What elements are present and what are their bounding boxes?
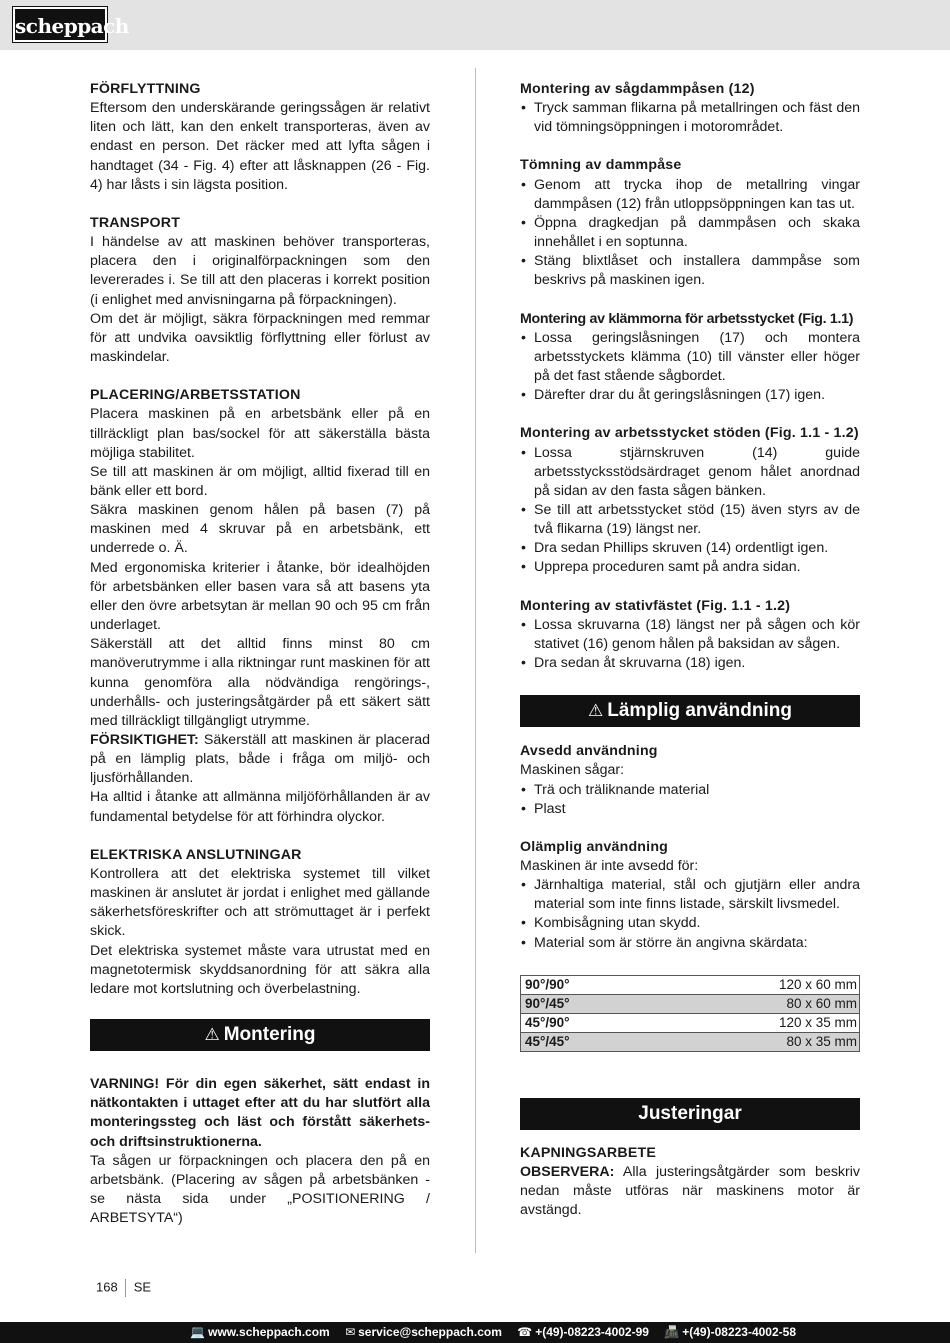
paragraph: Maskinen är inte avsedd för:	[520, 858, 699, 874]
footer-email[interactable]	[345, 1325, 502, 1339]
top-bar	[0, 0, 950, 50]
table-row	[521, 994, 860, 1013]
list-item: • Upprepa proceduren samt på andra sidan.	[520, 558, 860, 577]
paragraph: Med ergonomiska kriterier i åtanke, bör idealhöjden för arbetsbänken eller basen vara så att basens yta eller den övre arbetsytan är mellan 90 och 95 cm från underlaget.	[90, 559, 430, 634]
warning-icon: ⚠	[588, 701, 604, 721]
list-item: • Se till att arbetsstycket stöd (15) även styrs av de två flikarna (19) längst ner.	[520, 501, 860, 539]
section-title-tomning: Tömning av dammpåse	[520, 157, 682, 174]
caution-text: Säkerställ att maskinen är placerad på en lämplig plats, både i fråga om miljö- och ljusförhållanden.	[90, 732, 430, 787]
paragraph: Säkerställ att det alltid finns minst 80 cm manöverutrymme i alla riktningar runt maskinen för att kunna genomföra alla nödvändiga rengörings-, underhålls- och justeringsåtgärder på ett säkert sätt med tillräckligt tillgängligt utrymme.	[90, 636, 430, 729]
section-title-dammpase-montering: Montering av sågdammpåsen (12)	[520, 81, 755, 97]
observera-label: OBSERVERA:	[520, 1163, 615, 1180]
list-item: • Tryck samman flikarna på metallringen och fäst den vid tömningsöppningen i motorområdet.	[520, 99, 860, 137]
banner-montering	[90, 1019, 430, 1051]
bullet-list	[520, 99, 860, 137]
list-item: • Material som är större än angivna skärdata:	[520, 934, 860, 953]
page-number-value: 168	[96, 1279, 118, 1295]
bullet-list	[520, 176, 860, 291]
column-divider	[475, 68, 476, 1253]
cutting-data-table	[520, 975, 860, 1052]
table-row	[521, 1032, 860, 1051]
observera-paragraph	[520, 1163, 860, 1220]
footer-phone	[517, 1325, 649, 1339]
angle-cell: 45°/90°	[521, 1013, 648, 1032]
angle-cell: 90°/45°	[521, 994, 648, 1013]
list-item: • Lossa geringslåsningen (17) och montera arbetsstyckets klämma (10) till vänster eller höger på det fast stående sågbordet.	[520, 329, 860, 386]
size-cell: 120 x 60 mm	[647, 975, 860, 994]
paragraph: Om det är möjligt, säkra förpackningen med remmar för att undvika oavsiktlig förflyttning eller förlust av maskindelar.	[90, 310, 430, 366]
list-item: • Järnhaltiga material, stål och gjutjärn eller andra material som inte finns listade, särskilt livsmedel.	[520, 876, 860, 914]
section-title-forflyttning: FÖRFLYTTNING	[90, 81, 201, 97]
list-item: • Kombisågning utan skydd.	[520, 914, 860, 933]
paragraph: I händelse av att maskinen behöver transporteras, placera den i originalförpackningen som den levererades i. Se till att den placeras i korrekt position (i enlighet med anvisningarna på förpackningen).	[90, 234, 430, 308]
fax-icon: 📠	[664, 1325, 680, 1339]
list-item: • Trä och träliknande material	[520, 781, 860, 800]
banner-label: Montering	[223, 1024, 316, 1046]
banner-justeringar	[520, 1098, 860, 1130]
warning-paragraph: VARNING! För din egen säkerhet, sätt endast in nätkontakten i uttaget efter att du har slutfört alla monteringssteg och läst och förstått säkerhets- och driftsinstruktionerna.	[90, 1076, 430, 1150]
size-cell: 80 x 60 mm	[647, 994, 860, 1013]
paragraph: Kontrollera att det elektriska systemet till vilket maskinen är anslutet är jordat i enlighet med gällande säkerhetsföreskrifter och att strömuttaget är i perfekt skick.	[90, 865, 430, 940]
section-title-placering: PLACERING/ARBETSSTATION	[90, 387, 301, 404]
paragraph: Eftersom den underskärande geringssågen är relativt liten och lätt, kan den enkelt transporteras, även av endast en person. Det räcker med att lyfta sågen i handtaget (34 - Fig. 4) efter att låsknappen (26 - Fig. 4) har låsts i sin lägsta position.	[90, 100, 430, 193]
section-title-stativfaste: Montering av stativfästet (Fig. 1.1 - 1.2)	[520, 597, 791, 614]
page-number	[96, 1279, 151, 1297]
list-item: • Öppna dragkedjan på dammpåsen och skaka innehållet i en soptunna.	[520, 214, 860, 252]
list-item: • Stäng blixtlåset och installera dammpåse som beskrivs på maskinen igen.	[520, 252, 860, 290]
footer-fax	[664, 1325, 796, 1339]
section-title-transport: TRANSPORT	[90, 214, 181, 231]
banner-label: Justeringar	[638, 1102, 742, 1124]
fax-text: +(49)-08223-4002-58	[682, 1325, 796, 1339]
observera-text: Alla justeringsåtgärder som beskriv nedan måste utföras när maskinens motor är avstängd.	[520, 1163, 860, 1219]
footer-website[interactable]	[190, 1325, 330, 1339]
size-cell: 80 x 35 mm	[647, 1032, 860, 1051]
bullet-list	[520, 329, 860, 406]
size-cell: 120 x 35 mm	[647, 1013, 860, 1032]
paragraph: Ta sågen ur förpackningen och placera den på en arbetsbänk. (Placering av sågen på arbetsbänken - se nästa sida under „POSITIONERING / ARBETSYTA“)	[90, 1152, 430, 1227]
bullet-list	[520, 616, 860, 673]
list-item: • Dra sedan åt skruvarna (18) igen.	[520, 654, 860, 673]
paragraph: Ha alltid i åtanke att allmänna miljöförhållanden är av fundamental betydelse för att förhindra olyckor.	[90, 789, 430, 825]
website-text: www.scheppach.com	[208, 1325, 330, 1339]
section-title-olamplig: Olämplig användning	[520, 838, 669, 855]
list-item: • Lossa skruvarna (18) längst ner på sågen och kör stativet (16) genom hålen på baksidan av sågen.	[520, 616, 860, 654]
footer-bar	[0, 1322, 950, 1343]
list-item: • Därefter drar du åt geringslåsningen (17) igen.	[520, 386, 860, 405]
phone-text: +(49)-08223-4002-99	[535, 1325, 649, 1339]
section-title-elektriska: ELEKTRISKA ANSLUTNINGAR	[90, 846, 302, 863]
email-text: service@scheppach.com	[358, 1325, 502, 1339]
list-item: • Genom att trycka ihop de metallring vingar dammpåsen (12) från utloppsöppningen kan tas ut.	[520, 176, 860, 214]
angle-cell: 90°/90°	[521, 975, 648, 994]
section-title-kapningsarbete: KAPNINGSARBETE	[520, 1144, 657, 1161]
bullet-list	[520, 876, 860, 953]
table-row	[521, 975, 860, 994]
paragraph: Placera maskinen på en arbetsbänk eller på en tillräckligt plan bas/sockel för att säkerställa bästa möjliga stabilitet.	[90, 406, 430, 461]
paragraph: Det elektriska systemet måste vara utrustat med en magnetotermisk skyddsanordning för att säkra alla ledare mot kortslutning och överbelastning.	[90, 942, 430, 997]
list-item: • Dra sedan Phillips skruven (14) ordentligt igen.	[520, 539, 860, 558]
section-title-avsedd: Avsedd användning	[520, 743, 658, 760]
phone-icon: ☎	[517, 1325, 533, 1339]
mail-icon: ✉	[345, 1325, 356, 1339]
left-column	[90, 80, 430, 1228]
paragraph: Se till att maskinen är om möjligt, alltid fixerad till en bänk eller ett bord.	[90, 463, 430, 499]
list-item: • Lossa stjärnskruven (14) guide arbetsstycksstödsärdraget genom hålet anordnad på sidan av den fasta sågen bänken.	[520, 444, 860, 501]
bullet-list	[520, 444, 860, 578]
language-code: SE	[133, 1279, 152, 1295]
caution-label: FÖRSIKTIGHET:	[90, 732, 199, 748]
section-title-stoden: Montering av arbetsstycket stöden (Fig. 1.1 - 1.2)	[520, 425, 859, 442]
computer-icon: 💻	[190, 1325, 206, 1339]
warning-icon: ⚠	[204, 1025, 220, 1045]
list-item: • Plast	[520, 800, 860, 819]
banner-label: Lämplig användning	[607, 700, 792, 722]
scheppach-logo: scheppach	[13, 7, 107, 42]
caution-paragraph	[90, 731, 430, 788]
table-row	[521, 1013, 860, 1032]
right-column	[520, 80, 860, 1220]
banner-lamplig-anvandning	[520, 695, 860, 727]
bullet-list	[520, 781, 860, 819]
angle-cell: 45°/45°	[521, 1032, 648, 1051]
paragraph: Säkra maskinen genom hålen på basen (7) på maskinen med 4 skruvar på en arbetsbänk, ett underrede o. Ä.	[90, 502, 430, 557]
section-title-klammor: Montering av klämmorna för arbetsstycket (Fig. 1.1)	[520, 310, 854, 327]
paragraph: Maskinen sågar:	[520, 762, 625, 779]
